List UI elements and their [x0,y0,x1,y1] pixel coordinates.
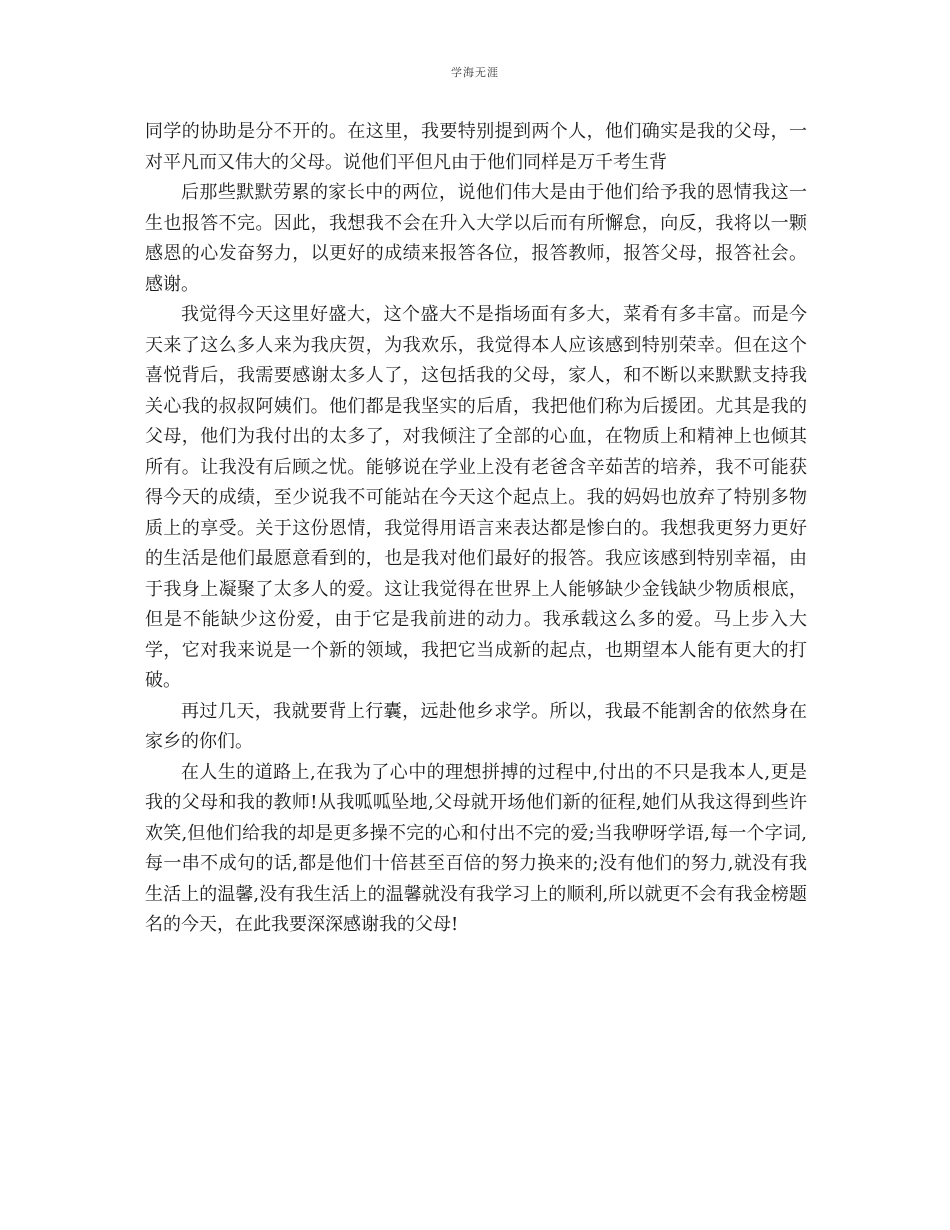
paragraph-1: 同学的协助是分不开的。在这里，我要特别提到两个人，他们确实是我的父母，一对平凡而又伟大的父母。说他们平但凡由于他们同样是万千考生背 [145,121,807,173]
document-body [145,117,807,941]
paragraph-3: 我觉得今天这里好盛大，这个盛大不是指场面有多大，菜肴有多丰富。而是今天来了这么多人来为我庆贺，为我欢乐，我觉得本人应该感到特别荣幸。但在这个喜悦背后，我需要感谢太多人了，这包括我的父母，家人，和不断以来默默支持我关心我的叔叔阿姨们。他们都是我坚实的后盾，我把他们称为后援团。尤其是我的父母，他们为我付出的太多了，对我倾注了全部的心血，在物质上和精神上也倾其所有。让我没有后顾之忧。能够说在学业上没有老爸含辛茹苦的培养，我不可能获得今天的成绩，至少说我不可能站在今天这个起点上。我的妈妈也放弃了特别多物质上的享受。关于这份恩情，我觉得用语言来表达都是惨白的。我想我更努力更好的生活是他们最愿意看到的，也是我对他们最好的报答。我应该感到特别幸福，由于我身上凝聚了太多人的爱。这让我觉得在世界上人能够缺少金钱缺少物质根底，但是不能缺少这份爱，由于它是我前进的动力。我承载这么多的爱。马上步入大学，它对我来说是一个新的领域，我把它当成新的起点，也期望本人能有更大的打破。 [145,304,807,691]
paragraph-4: 再过几天，我就要背上行囊，远赴他乡求学。所以，我最不能割舍的依然身在家乡的你们。 [145,700,807,752]
page-header: 学海无涯 [451,66,499,79]
paragraph-2: 后那些默默劳累的家长中的两位，说他们伟大是由于他们给予我的恩情我这一生也报答不完。因此，我想我不会在升入大学以后而有所懈怠，向反，我将以一颗感恩的心发奋努力，以更好的成绩来报答各位，报答教师，报答父母，报答社会。感谢。 [145,182,807,295]
paragraph-5: 在人生的道路上,在我为了心中的理想拼搏的过程中,付出的不只是我本人,更是我的父母和我的教师!从我呱呱坠地,父母就开场他们新的征程,她们从我这得到些许欢笑,但他们给我的却是更多操不完的心和付出不完的爱;当我咿呀学语,每一个字词,每一串不成句的话,都是他们十倍甚至百倍的努力换来的;没有他们的努力,就没有我生活上的温馨,没有我生活上的温馨就没有我学习上的顺利,所以就更不会有我金榜题名的今天，在此我要深深感谢我的父母! [145,761,807,935]
